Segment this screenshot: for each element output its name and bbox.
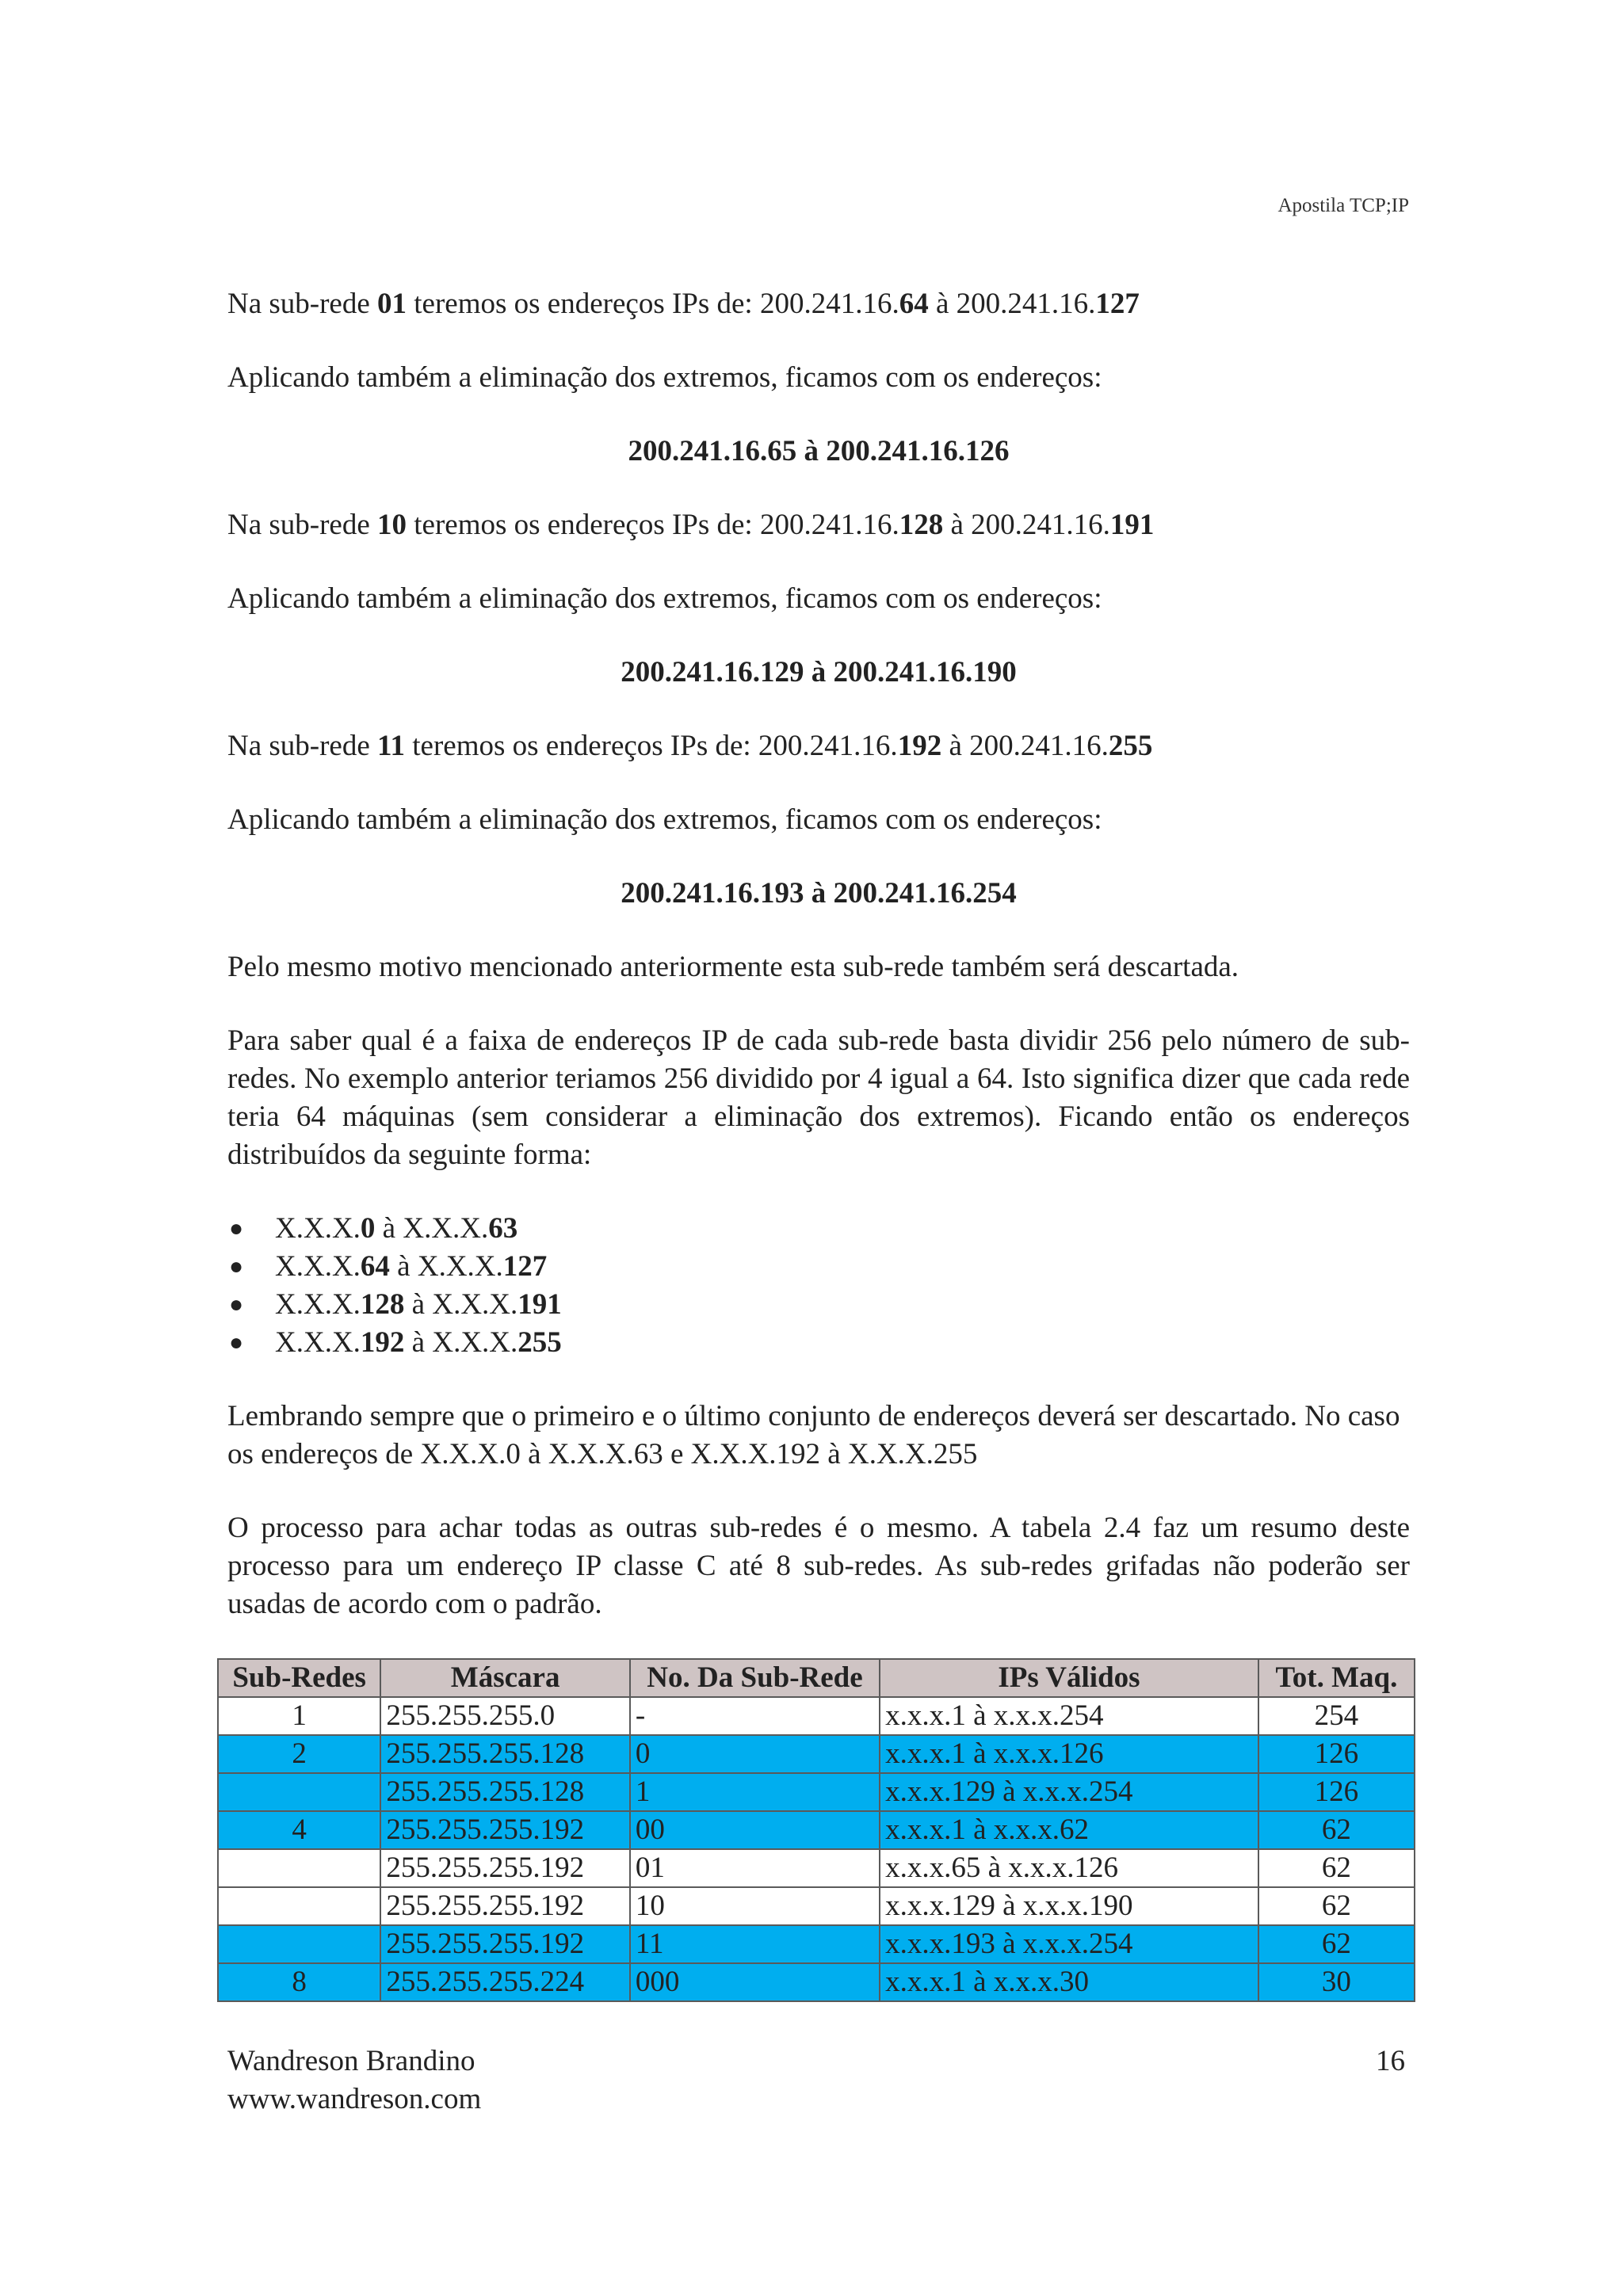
footer-author-block — [227, 2042, 481, 2119]
subnet10-line: Na sub-rede 10 teremos os endereços IPs de: 200.241.16.128 à 200.241.16.191 — [227, 509, 1155, 541]
subnet01-line: Na sub-rede 01 teremos os endereços IPs de: 200.241.16.64 à 200.241.16.127 — [227, 288, 1140, 320]
table-row: 255.255.255.192 01 x.x.x.65 à x.x.x.126 62 — [218, 1849, 1415, 1887]
list-item: ● X.X.X.0 à X.X.X.63 — [227, 1210, 1410, 1248]
subnet10-range: 200.241.16.129 à 200.241.16.190 — [621, 656, 1017, 688]
table-row: 1 255.255.255.0 - x.x.x.1 à x.x.x.254 254 — [218, 1697, 1415, 1735]
subnet11-applying: Aplicando também a eliminação dos extremos, ficamos com os endereços: — [227, 803, 1102, 836]
subnet-summary-table — [217, 1658, 1415, 2002]
footer-website: www.wandreson.com — [227, 2083, 482, 2115]
bullet-icon: ● — [229, 1215, 244, 1241]
subnet01-applying: Aplicando também a eliminação dos extremos, ficamos com os endereços: — [227, 361, 1102, 394]
subnet11-line: Na sub-rede 11 teremos os endereços IPs de: 200.241.16.192 à 200.241.16.255 — [227, 730, 1153, 762]
footer-author: Wandreson Brandino — [227, 2045, 475, 2077]
table-row: 255.255.255.192 10 x.x.x.129 à x.x.x.190 62 — [218, 1887, 1415, 1925]
list-item: ● X.X.X.192 à X.X.X.255 — [227, 1324, 1410, 1362]
range-bullet-list — [227, 1210, 1410, 1362]
header-no-sub-rede: No. Da Sub-Rede — [630, 1659, 880, 1697]
range-paragraph: Para saber qual é a faixa de endereços IP de cada sub-rede basta dividir 256 pelo número de sub-redes. No exemplo anterior teriamos 256 dividido por 4 igual a 64. Isto significa dizer que cada rede teria 64 máquinas (sem considerar a eliminação dos extremos). Ficando então os endereços distribuídos da seguinte forma: — [227, 1024, 1410, 1171]
subnet10-applying: Aplicando também a eliminação dos extremos, ficamos com os endereços: — [227, 582, 1102, 615]
bullet-icon: ● — [229, 1329, 244, 1356]
header-sub-redes: Sub-Redes — [218, 1659, 380, 1697]
list-item: ● X.X.X.128 à X.X.X.191 — [227, 1286, 1410, 1324]
process-paragraph: O processo para achar todas as outras sub-redes é o mesmo. A tabela 2.4 faz um resumo deste processo para um endereço IP classe C até 8 sub-redes. As sub-redes grifadas não poderão ser usadas de acordo com o padrão. — [227, 1512, 1410, 1620]
subnet11-range: 200.241.16.193 à 200.241.16.254 — [621, 877, 1017, 910]
reminder-paragraph: Lembrando sempre que o primeiro e o último conjunto de endereços deverá ser descartado. No caso os endereços de X.X.X.0 à X.X.X.63 e X.X.X.192 à X.X.X.255 — [227, 1400, 1400, 1470]
table-row: 255.255.255.128 1 x.x.x.129 à x.x.x.254 126 — [218, 1773, 1415, 1811]
running-header: Apostila TCP;IP — [1277, 195, 1409, 216]
table-row: 2 255.255.255.128 0 x.x.x.1 à x.x.x.126 126 — [218, 1735, 1415, 1773]
header-tot-maq: Tot. Maq. — [1258, 1659, 1415, 1697]
bullet-icon: ● — [229, 1291, 244, 1318]
table-header-row — [218, 1659, 1415, 1697]
table-row: 255.255.255.192 11 x.x.x.193 à x.x.x.254 62 — [218, 1925, 1415, 1963]
header-mascara: Máscara — [380, 1659, 630, 1697]
page-body — [227, 285, 1410, 1623]
discard-note: Pelo mesmo motivo mencionado anteriormente esta sub-rede também será descartada. — [227, 951, 1239, 983]
subnet01-range: 200.241.16.65 à 200.241.16.126 — [628, 435, 1010, 467]
table-row: 4 255.255.255.192 00 x.x.x.1 à x.x.x.62 62 — [218, 1811, 1415, 1849]
list-item: ● X.X.X.64 à X.X.X.127 — [227, 1248, 1410, 1286]
page-number: 16 — [1376, 2045, 1405, 2077]
bullet-icon: ● — [229, 1253, 244, 1280]
table-row: 8 255.255.255.224 000 x.x.x.1 à x.x.x.30 30 — [218, 1963, 1415, 2001]
header-ips-validos: IPs Válidos — [880, 1659, 1258, 1697]
